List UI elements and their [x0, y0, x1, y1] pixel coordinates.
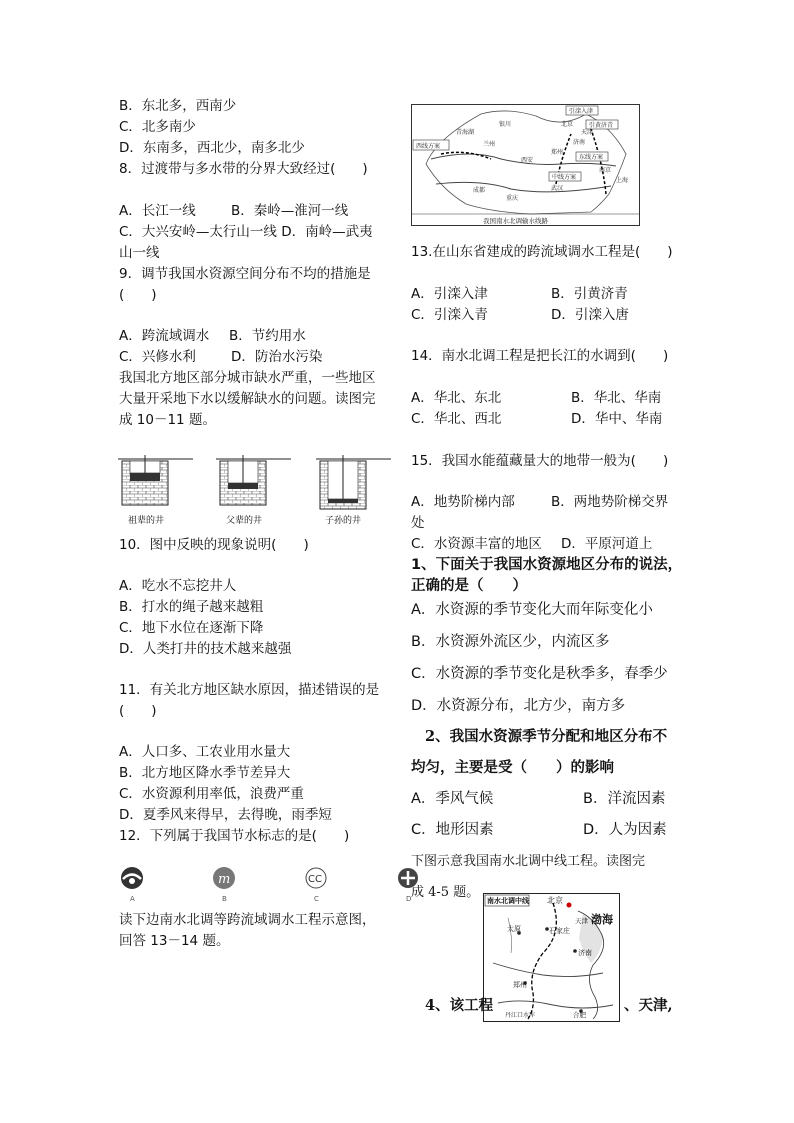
- map1-label-qinghai-lake: 青海湖: [456, 129, 475, 136]
- q7-option-d: D．东南多，西北少，南多北少: [119, 140, 305, 156]
- q8-option-cd: C．大兴安岭—太行山一线 D．南岭—武夷: [119, 224, 373, 240]
- q10-option-d: D．人类打井的技术越来越强: [119, 641, 292, 657]
- q9-option-d: D．防治水污染: [231, 349, 323, 365]
- water-saving-logos: [118, 866, 418, 906]
- section2-question-line1: 2、我国水资源季节分配和地区分布不: [425, 728, 668, 745]
- map1-label-zhengzhou: 郑州: [551, 149, 564, 156]
- map2-label-jinan: 济南: [578, 949, 592, 957]
- map1-caption: 我国南水北调输水线路: [483, 217, 548, 225]
- map1-label-tianjin: 天津: [581, 129, 594, 136]
- map2-label-shijiazhuang: 石家庄: [549, 927, 570, 935]
- q11-option-a: A．人口多、工农业用水量大: [119, 744, 291, 760]
- q15-option-b-cont: 处: [411, 515, 425, 531]
- question-8: 8．过渡带与多水带的分界大致经过( ): [119, 161, 368, 177]
- logo-a-icon: [121, 867, 143, 889]
- well-3-icon: [316, 455, 391, 509]
- section1-option-b: B．水资源外流区少，内流区多: [411, 634, 610, 650]
- map1-label-beijing: 北京: [561, 121, 574, 128]
- well-3-caption: 子孙的井: [325, 516, 362, 526]
- map2-label-zhengzhou: 郑州: [513, 981, 527, 989]
- q11-option-b: B．北方地区降水季节差异大: [119, 765, 291, 781]
- q14-option-c: C．华北、西北: [411, 411, 502, 427]
- map1-label-wuhan: 武汉: [551, 185, 564, 192]
- q9-option-b: B．节约用水: [229, 328, 306, 344]
- question-9-paren: ( ): [119, 287, 157, 303]
- q13-option-b: B．引黄济青: [551, 286, 628, 302]
- diversion-routes-map: [411, 104, 640, 226]
- section2-option-b: B．洋流因素: [583, 791, 666, 807]
- q8-option-a: A．长江一线: [119, 203, 196, 219]
- logo-c-label: C: [314, 895, 319, 903]
- well-1-caption: 祖辈的井: [128, 516, 165, 526]
- logo-b-label: B: [222, 895, 227, 903]
- q14-option-a: A．华北、东北: [411, 390, 502, 406]
- q10-option-a: A．吃水不忘挖井人: [119, 578, 237, 594]
- well-1-icon: [118, 455, 193, 505]
- q13-option-d: D．引滦入唐: [551, 307, 629, 323]
- map1-label-yinchuan: 银川: [499, 121, 512, 128]
- logo-d-label: D: [406, 895, 412, 903]
- logo-c-icon: [306, 868, 326, 888]
- q14-option-d: D．华中、华南: [571, 411, 663, 427]
- question-9: 9．调节我国水资源空间分布不均的措施是: [119, 266, 371, 282]
- well-2-caption: 父辈的井: [226, 516, 263, 526]
- q15-option-d: D．平原河道上: [561, 536, 653, 552]
- intro-13-line2: 回答 13－14 题。: [119, 933, 230, 949]
- section4-question-start: 4、该工程: [425, 997, 494, 1014]
- question-11: 11．有关北方地区缺水原因，描述错误的是: [119, 682, 380, 698]
- wells-illustration: [118, 455, 393, 513]
- map1-label-west-route: 西线方案: [416, 143, 441, 150]
- section1-option-c: C．水资源的季节变化是秋季多，春季少: [411, 666, 668, 682]
- svg-text:CC: CC: [308, 874, 322, 885]
- logo-a-label: A: [130, 895, 135, 903]
- middle-route-map: [483, 893, 620, 1022]
- map2-label-taiyuan: 太原: [507, 925, 521, 933]
- q15-option-c: C．水资源丰富的地区: [411, 536, 542, 552]
- q14-option-b: B．华北、华南: [571, 390, 662, 406]
- q9-option-a: A．跨流域调水: [119, 328, 210, 344]
- q11-option-d: D．夏季风来得早，去得晚，雨季短: [119, 807, 332, 823]
- section2-option-d: D．人为因素: [583, 822, 667, 838]
- q15-option-b: B．两地势阶梯交界: [551, 494, 669, 510]
- map2-label-hefei: 合肥: [573, 1011, 586, 1019]
- question-11-paren: ( ): [119, 703, 157, 719]
- section2-option-c: C．地形因素: [411, 822, 494, 838]
- q13-option-a: A．引滦入津: [411, 286, 488, 302]
- map2-title: 南水北调中线: [487, 897, 529, 905]
- section1-option-d: D．水资源分布，北方少，南方多: [411, 698, 626, 714]
- map2-label-tianjin: 天津: [575, 917, 588, 925]
- section1-option-a: A．水资源的季节变化大而年际变化小: [411, 602, 653, 618]
- intro-10-line3: 成 10－11 题。: [119, 412, 216, 428]
- q10-option-c: C．地下水位在逐渐下降: [119, 620, 264, 636]
- logo-b-icon: [213, 867, 235, 889]
- map1-label-chongqing: 重庆: [506, 195, 519, 202]
- map1-label-lanzhou: 兰州: [483, 141, 496, 148]
- map1-label-yinhuangjiqing: 引黄济青: [589, 122, 614, 129]
- map1-label-nanjing: 南京: [599, 167, 612, 174]
- question-15: 15．我国水能蕴藏量大的地带一般为( ): [411, 453, 669, 469]
- section2-option-a: A．季风气候: [411, 791, 494, 807]
- map2-label-bohai: 渤海: [591, 913, 613, 926]
- map1-label-east-route: 东线方案: [579, 154, 604, 161]
- question-14: 14．南水北调工程是把长江的水调到( ): [411, 348, 669, 364]
- q7-option-c: C．北多南少: [119, 119, 196, 135]
- intro-13-line1: 读下边南水北调等跨流域调水工程示意图，: [119, 912, 376, 928]
- q8-option-cd-cont: 山一线: [119, 245, 160, 261]
- q13-option-c: C．引滦入青: [411, 307, 488, 323]
- q9-option-c: C．兴修水利: [119, 349, 196, 365]
- well-2-icon: [216, 455, 291, 505]
- intro-10-line2: 大量开采地下水以缓解缺水的问题。读图完: [119, 391, 376, 407]
- map1-label-jinan: 济南: [573, 139, 586, 146]
- q11-option-c: C．水资源利用率低，浪费严重: [119, 786, 304, 802]
- map1-label-yinluanrujin: 引滦入津: [569, 108, 594, 115]
- q7-option-b: B．东北多，西南少: [119, 98, 237, 114]
- svg-text:m: m: [218, 872, 231, 887]
- question-13: 13.在山东省建成的跨流域调水工程是( ): [411, 244, 673, 260]
- section1-question-line2: 正确的是（ ）: [411, 578, 527, 594]
- section4-question-end: 、天津,: [624, 997, 673, 1014]
- q15-option-a: A．地势阶梯内部: [411, 494, 515, 510]
- section1-question-line1: 1、下面关于我国水资源地区分布的说法，: [411, 557, 683, 573]
- question-10: 10．图中反映的现象说明( ): [119, 537, 309, 553]
- map1-label-xian: 西安: [521, 157, 534, 164]
- section3-intro-line1: 下图示意我国南水北调中线工程。读图完: [411, 854, 646, 869]
- map2-label-danjiangkou: 丹江口水库: [505, 1012, 536, 1019]
- map1-label-middle-route: 中线方案: [552, 174, 577, 181]
- question-12: 12．下列属于我国节水标志的是( ): [119, 828, 350, 844]
- map1-label-chengdu: 成都: [473, 187, 486, 194]
- q10-option-b: B．打水的绳子越来越粗: [119, 599, 264, 615]
- q8-option-b: B．秦岭—淮河一线: [231, 203, 349, 219]
- section2-question-line2: 均匀，主要是受（ ）的影响: [411, 759, 614, 776]
- intro-10-line1: 我国北方地区部分城市缺水严重，一些地区: [119, 370, 376, 386]
- map2-label-beijing: 北京: [547, 896, 563, 905]
- map1-label-shanghai: 上海: [616, 177, 629, 184]
- wells-figure: [118, 455, 393, 530]
- section3-intro-line2: 成 4-5 题。: [411, 885, 480, 900]
